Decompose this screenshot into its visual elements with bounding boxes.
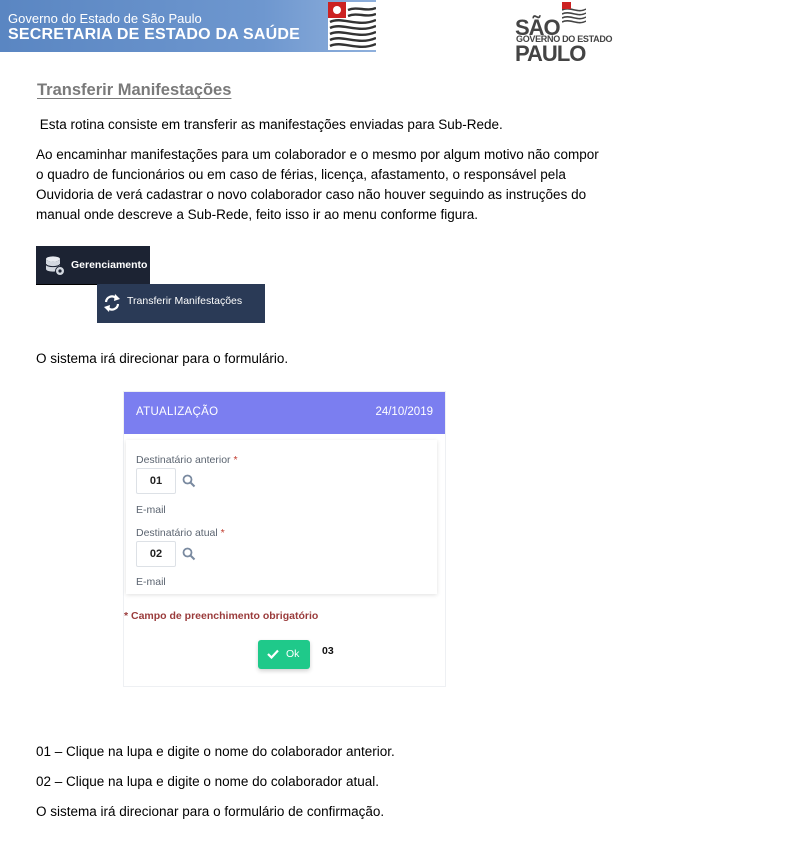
atualizacao-form <box>123 391 446 687</box>
step-marker-03: 03 <box>322 645 334 657</box>
form-header <box>124 392 445 434</box>
step-1-text: 01 – Clique na lupa e digite o nome do colaborador anterior. <box>36 744 395 759</box>
logo-main-text: SÃO PAULO <box>515 15 586 66</box>
step-2-text: 02 – Clique na lupa e digite o nome do colaborador atual. <box>36 774 379 789</box>
ok-label: Ok <box>286 648 300 660</box>
instructions-paragraph: Ao encaminhar manifestações para um colaborador e o mesmo por algum motivo não compor o quadro de funcionários ou em caso de férias, licença, afastamento, o responsável pela Ouvidoria de verá cadastrar o novo colaborador caso não houver seguindo as instruções do manual onde descreve a Sub-Rede, feito isso ir ao menu conforme figura. <box>36 147 599 222</box>
form-header-title: ATUALIZAÇÃO <box>136 406 219 418</box>
secretaria-title: SECRETARIA DE ESTADO DA SAÚDE <box>8 26 301 43</box>
intro-paragraph: Esta rotina consiste em transferir as manifestações enviadas para Sub-Rede. <box>39 117 503 132</box>
search-icon[interactable] <box>182 474 196 488</box>
redirect-confirm-text: O sistema irá direcionar para o formulário de confirmação. <box>36 804 385 819</box>
database-gear-icon <box>44 255 66 277</box>
menu-item-gerenciamento[interactable] <box>36 246 150 285</box>
sao-paulo-logo <box>512 2 622 66</box>
header-banner <box>0 0 376 52</box>
refresh-arrows-icon <box>103 293 121 313</box>
destinatario-atual-label: Destinatário atual * <box>136 527 225 539</box>
form-header-date: 24/10/2019 <box>375 406 433 418</box>
ok-button[interactable] <box>258 640 310 669</box>
sp-flag-icon <box>328 2 376 50</box>
page-title: Transferir Manifestações <box>37 81 232 99</box>
email-label-2: E-mail <box>136 576 166 588</box>
redirect-form-text: O sistema irá direcionar para o formulário. <box>36 351 289 366</box>
destinatario-atual-input[interactable]: 02 <box>136 541 176 567</box>
email-label-1: E-mail <box>136 504 166 516</box>
menu-label-gerenciamento: Gerenciamento <box>71 259 148 271</box>
required-field-note: * Campo de preenchimento obrigatório <box>124 610 319 622</box>
form-card <box>126 440 437 594</box>
search-icon[interactable] <box>182 547 196 561</box>
destinatario-anterior-input[interactable]: 01 <box>136 468 176 494</box>
logo-sub-text: GOVERNO DO ESTADO <box>516 34 613 44</box>
menu-item-transferir-manifestacoes[interactable] <box>97 284 265 323</box>
menu-label-transferir: Transferir Manifestações <box>127 295 243 307</box>
check-icon <box>267 649 279 659</box>
destinatario-anterior-label: Destinatário anterior * <box>136 454 238 466</box>
gov-line: Governo do Estado de São Paulo <box>8 11 202 26</box>
